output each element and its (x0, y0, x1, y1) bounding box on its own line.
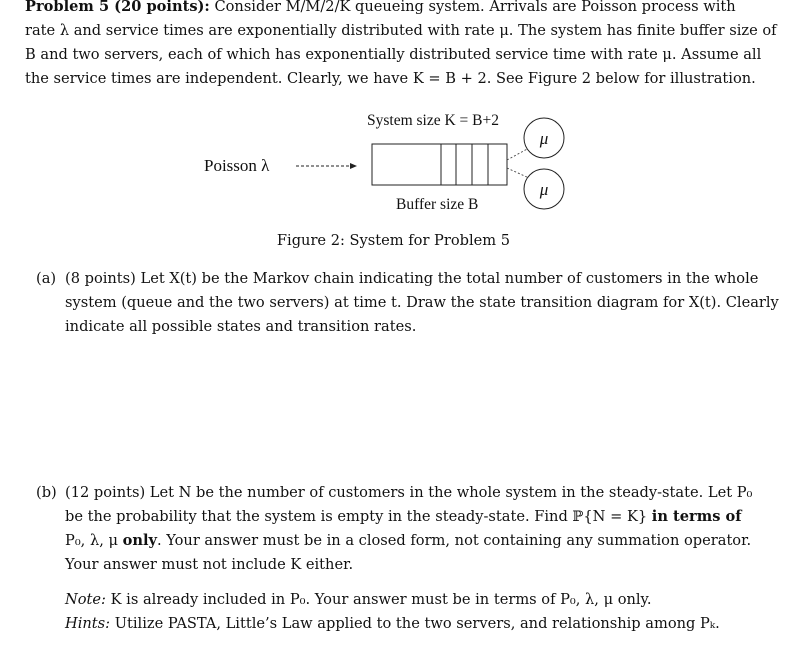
part-b-line-3: P₀, λ, μ only. Your answer must be in a closed form, not containing any summation operator. (65, 532, 752, 549)
note-text: K is already included in P₀. Your answer must be in terms of P₀, λ, μ only. (110, 591, 652, 608)
problem-intro-line-4: the service times are independent. Clearly, we have K = B + 2. See Figure 2 below for illustration. (25, 70, 756, 87)
note-label: Note: (65, 591, 106, 608)
part-a-line-3: indicate all possible states and transition rates. (65, 318, 417, 335)
server-top-rate: μ (539, 129, 549, 148)
part-a-line-2: system (queue and the two servers) at time t. Draw the state transition diagram for X(t). Clearly (65, 294, 779, 311)
part-a-label: (a) (36, 270, 57, 287)
arrival-label: Poisson λ (204, 156, 270, 175)
part-a-line-1: (8 points) Let X(t) be the Markov chain indicating the total number of customers in the whole (65, 270, 759, 287)
emphasis-only: only (122, 532, 157, 549)
server-link-top (507, 148, 529, 160)
part-b-label: (b) (36, 484, 57, 501)
emphasis-in-terms-of: in terms of (651, 508, 742, 525)
hints-label: Hints: (65, 615, 111, 632)
buffer-size-label: Buffer size B (396, 196, 479, 213)
part-b-line-2: be the probability that the system is empty in the steady-state. Find ℙ{N = K} in terms of (65, 508, 742, 525)
note-line (65, 588, 652, 612)
queue-figure (0, 0, 787, 230)
hints-line (65, 612, 720, 636)
server-link-bottom (507, 168, 529, 178)
part-b-line-4: Your answer must not include K either. (65, 556, 354, 573)
part-b-line-1: (12 points) Let N be the number of customers in the whole system in the steady-state. Let P₀ (65, 484, 753, 501)
problem-intro-line-2: rate λ and service times are exponentially distributed with rate μ. The system has finite buffer size of (25, 22, 777, 39)
problem-intro-line-3: B and two servers, each of which has exponentially distributed service time with rate μ. Assume all (25, 46, 762, 63)
figure-caption: Figure 2: System for Problem 5 (276, 232, 511, 249)
system-size-label: System size K = B+2 (367, 112, 500, 129)
arrival-arrowhead (350, 163, 357, 169)
part-b (36, 481, 760, 577)
buffer-box (372, 144, 507, 185)
part-a (36, 267, 779, 339)
problem-heading: Problem 5 (20 points): (25, 0, 210, 15)
server-bottom-rate: μ (539, 180, 549, 199)
hints-text: Utilize PASTA, Little’s Law applied to the two servers, and relationship among Pₖ. (114, 615, 720, 632)
problem-intro-line-1: Problem 5 (20 points): Consider M/M/2/K queueing system. Arrivals are Poisson process with (25, 0, 736, 15)
